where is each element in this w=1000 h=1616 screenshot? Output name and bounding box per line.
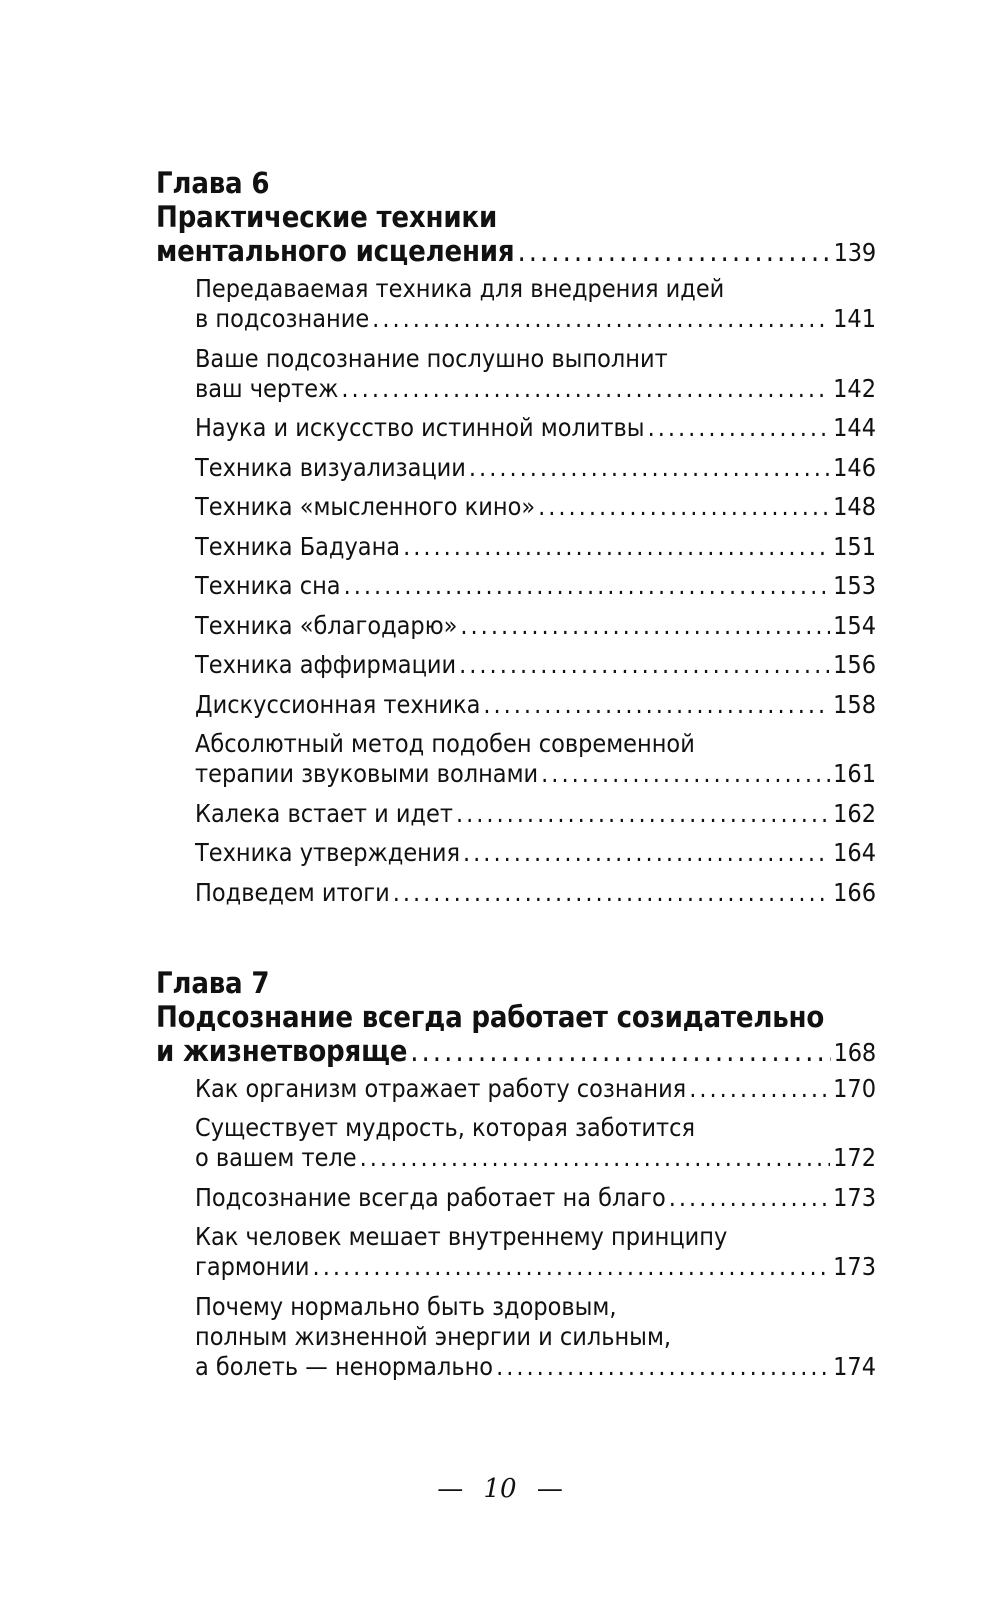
entry-page-number: 173 bbox=[833, 1252, 876, 1281]
entry-page-number: 174 bbox=[833, 1351, 876, 1381]
dot-leader bbox=[538, 492, 830, 522]
dot-leader bbox=[393, 878, 830, 908]
entry-page-number: 144 bbox=[833, 413, 876, 442]
entry-last-line bbox=[195, 532, 876, 562]
entry-last-line bbox=[195, 571, 876, 601]
entry-text: Калека встает и идет bbox=[195, 798, 453, 828]
entry-last-line bbox=[195, 611, 876, 641]
entry-page-number: 151 bbox=[833, 531, 876, 561]
chapter-entries bbox=[156, 1074, 876, 1382]
entry-last-line bbox=[195, 759, 876, 789]
entry-last-line bbox=[195, 650, 876, 680]
entry-text-line: Почему нормально быть здоровым, bbox=[195, 1291, 617, 1321]
entry-last-line bbox=[195, 799, 876, 829]
toc-entry[interactable] bbox=[195, 1113, 876, 1173]
chapter-label: Глава 6 bbox=[156, 166, 270, 200]
entry-page-number: 166 bbox=[833, 877, 876, 907]
entry-text: Техника аффирмации bbox=[195, 650, 457, 679]
entry-last-line bbox=[195, 838, 876, 868]
entry-last-line bbox=[195, 1074, 876, 1104]
dot-leader bbox=[648, 413, 831, 443]
entry-page-number: 162 bbox=[833, 798, 876, 828]
chapter-7 bbox=[156, 966, 876, 1382]
chapter-entries bbox=[156, 274, 876, 908]
entry-text: ваш чертеж bbox=[195, 373, 339, 403]
entry-page-number: 142 bbox=[833, 373, 876, 403]
entry-text: Наука и искусство истинной молитвы bbox=[195, 413, 645, 442]
chapter-title-text: и жизнетворяще bbox=[156, 1033, 408, 1068]
chapter-title-line: Подсознание всегда работает созидательно bbox=[156, 999, 825, 1034]
entry-last-line bbox=[195, 304, 876, 334]
toc-entry[interactable] bbox=[195, 1292, 876, 1382]
chapter-title-line: Практические техники bbox=[156, 200, 498, 234]
dot-leader bbox=[403, 532, 830, 562]
entry-last-line bbox=[195, 690, 876, 720]
toc-entry[interactable] bbox=[195, 571, 876, 601]
dot-leader bbox=[517, 234, 830, 268]
entry-page-number: 154 bbox=[833, 610, 876, 640]
toc-entry[interactable] bbox=[195, 1183, 876, 1213]
toc-entry[interactable] bbox=[195, 878, 876, 908]
entry-page-number: 146 bbox=[833, 452, 876, 482]
entry-last-line bbox=[195, 1252, 876, 1282]
toc-entry[interactable] bbox=[195, 413, 876, 443]
entry-text-line: полным жизненной энергии и сильным, bbox=[195, 1321, 672, 1351]
toc-entry[interactable] bbox=[195, 611, 876, 641]
entry-text: Техника визуализации bbox=[195, 452, 466, 482]
entry-last-line bbox=[195, 492, 876, 522]
footer-dash-right: — bbox=[536, 1474, 563, 1504]
entry-last-line bbox=[195, 413, 876, 443]
entry-text: о вашем теле bbox=[195, 1143, 357, 1172]
chapter-page-number: 139 bbox=[833, 238, 876, 267]
toc-entry[interactable] bbox=[195, 799, 876, 829]
entry-text-line: Существует мудрость, которая заботится bbox=[195, 1113, 696, 1142]
dot-leader bbox=[689, 1074, 830, 1104]
dot-leader bbox=[344, 571, 831, 601]
toc-entry[interactable] bbox=[195, 1074, 876, 1104]
toc-entry[interactable] bbox=[195, 690, 876, 720]
entry-page-number: 158 bbox=[833, 689, 876, 719]
chapter-title-text: ментального исцеления bbox=[156, 234, 515, 268]
entry-text: в подсознание bbox=[195, 304, 370, 333]
entry-text: Дискуссионная техника bbox=[195, 689, 481, 719]
toc-entry[interactable] bbox=[195, 492, 876, 522]
dot-leader bbox=[360, 1143, 830, 1173]
entry-last-line bbox=[195, 1352, 876, 1382]
dot-leader bbox=[372, 304, 830, 334]
entry-text-line: Передаваемая техника для внедрения идей bbox=[195, 274, 725, 303]
dot-leader bbox=[669, 1183, 830, 1213]
page-number: 10 bbox=[483, 1474, 517, 1504]
dot-leader bbox=[460, 611, 830, 641]
entry-page-number: 172 bbox=[833, 1143, 876, 1172]
entry-text: Как организм отражает работу сознания bbox=[195, 1073, 687, 1103]
entry-page-number: 141 bbox=[833, 304, 876, 333]
entry-text: гармонии bbox=[195, 1252, 310, 1281]
footer-dash-left: — bbox=[437, 1474, 464, 1504]
entry-text: Техника Бадуана bbox=[195, 531, 401, 561]
toc-entry[interactable] bbox=[195, 532, 876, 562]
toc-entry[interactable] bbox=[195, 344, 876, 404]
chapter-title-entry[interactable] bbox=[156, 1034, 876, 1070]
entry-text: Подсознание всегда работает на благо bbox=[195, 1182, 666, 1212]
dot-leader bbox=[341, 374, 830, 404]
entry-last-line bbox=[195, 878, 876, 908]
entry-text: а болеть — ненормально bbox=[195, 1351, 494, 1381]
entry-text: Техника «благодарю» bbox=[195, 610, 458, 640]
entry-page-number: 170 bbox=[833, 1073, 876, 1103]
chapter-6 bbox=[156, 166, 876, 908]
page-footer bbox=[0, 1474, 1000, 1504]
dot-leader bbox=[483, 690, 830, 720]
entry-last-line bbox=[195, 453, 876, 483]
entry-text: Техника утверждения bbox=[195, 838, 461, 867]
entry-text: Подведем итоги bbox=[195, 877, 390, 907]
entry-last-line bbox=[195, 1143, 876, 1173]
entry-text-line: Как человек мешает внутреннему принципу bbox=[195, 1222, 728, 1251]
entry-page-number: 148 bbox=[833, 492, 876, 521]
entry-page-number: 156 bbox=[833, 650, 876, 679]
entry-page-number: 153 bbox=[833, 571, 876, 600]
entry-text-line: Ваше подсознание послушно выполнит bbox=[195, 343, 668, 373]
entry-text: Техника сна bbox=[195, 571, 341, 600]
dot-leader bbox=[456, 799, 830, 829]
entry-page-number: 164 bbox=[833, 838, 876, 867]
toc-entry[interactable] bbox=[195, 729, 876, 789]
chapter-title-entry[interactable] bbox=[156, 234, 876, 270]
entry-text: терапии звуковыми волнами bbox=[195, 759, 539, 788]
chapter-page-number: 168 bbox=[833, 1037, 876, 1067]
chapter-label: Глава 7 bbox=[156, 965, 270, 1000]
toc-entry[interactable] bbox=[195, 274, 876, 334]
dot-leader bbox=[496, 1352, 830, 1382]
dot-leader bbox=[459, 650, 830, 680]
entry-text-line: Абсолютный метод подобен современной bbox=[195, 729, 695, 758]
dot-leader bbox=[463, 838, 830, 868]
entry-last-line bbox=[195, 374, 876, 404]
dot-leader bbox=[313, 1252, 831, 1282]
toc-entry[interactable] bbox=[195, 453, 876, 483]
entry-page-number: 161 bbox=[833, 759, 876, 788]
entry-text: Техника «мысленного кино» bbox=[195, 492, 536, 521]
dot-leader bbox=[469, 453, 830, 483]
dot-leader bbox=[410, 1034, 830, 1068]
table-of-contents bbox=[156, 166, 876, 1440]
toc-entry[interactable] bbox=[195, 1222, 876, 1282]
entry-last-line bbox=[195, 1183, 876, 1213]
toc-entry[interactable] bbox=[195, 838, 876, 868]
toc-entry[interactable] bbox=[195, 650, 876, 680]
dot-leader bbox=[541, 759, 830, 789]
entry-page-number: 173 bbox=[833, 1182, 876, 1212]
